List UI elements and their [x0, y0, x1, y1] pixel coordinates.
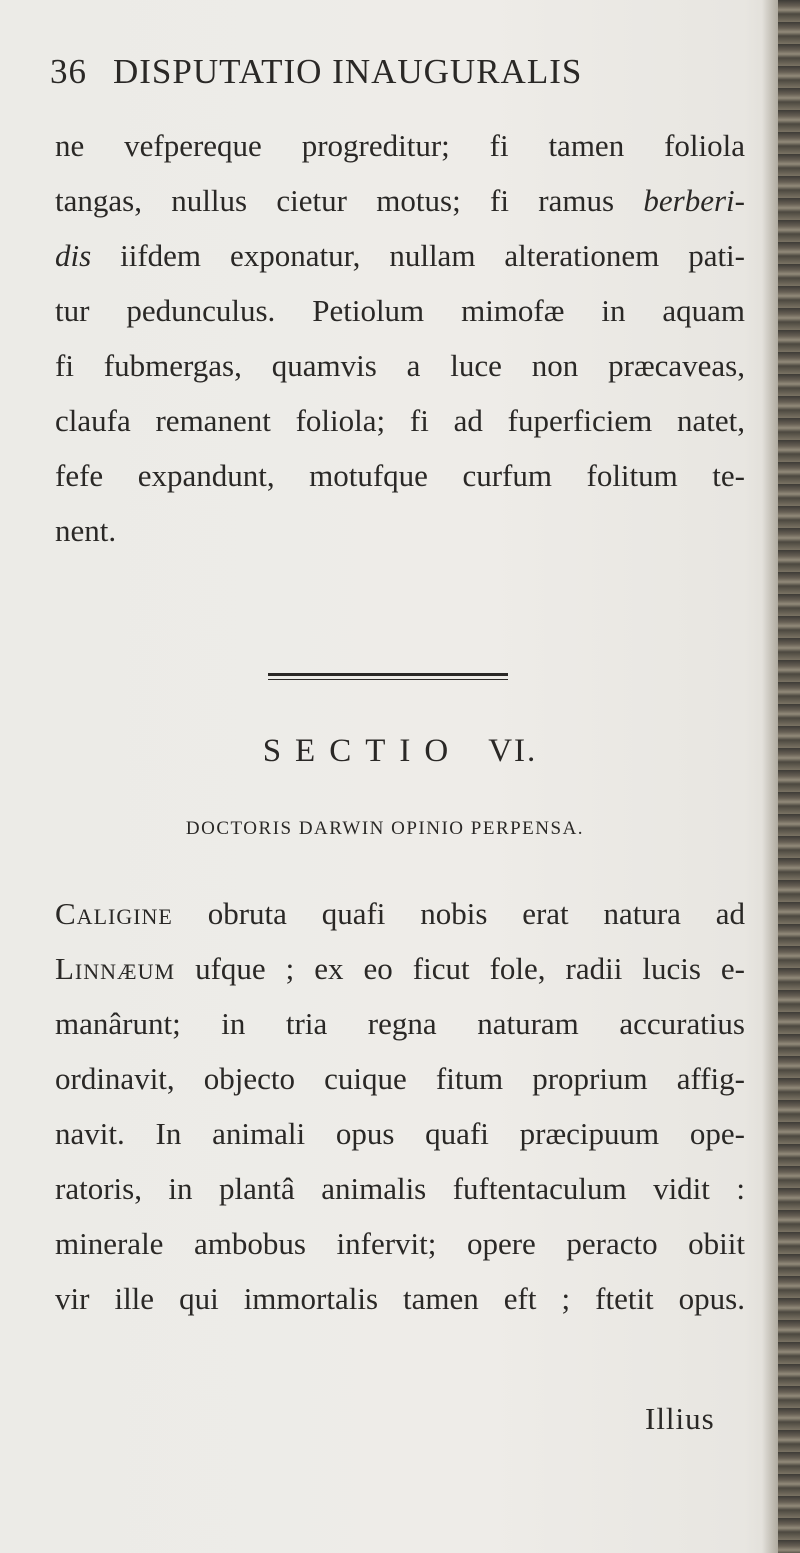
page-number: 36: [50, 52, 87, 91]
paragraph-2: [55, 894, 745, 1334]
page-edge-shadow: [762, 0, 778, 1553]
section-label: SECTIO: [262, 733, 463, 769]
catchword: Illius: [645, 1401, 715, 1436]
text-line: ordinavit, objecto cuique fitum proprium affig-: [55, 1061, 745, 1096]
text-line: dis iifdem exponatur, nullam alterationem pati-: [55, 238, 745, 273]
text-line: Linnæum ufque ; ex eo ficut fole, radii lucis e-: [55, 951, 745, 986]
page-header-title: DISPUTATIO INAUGURALIS: [113, 52, 583, 91]
text-line: tangas, nullus cietur motus; fi ramus berberi-: [55, 183, 745, 218]
paragraph-1: [55, 126, 745, 566]
text-line: fi fubmergas, quamvis a luce non præcaveas,: [55, 348, 745, 383]
text-line: navit. In animali opus quafi præcipuum ope-: [55, 1116, 745, 1151]
section-subtitle: DOCTORIS DARWIN OPINIO PERPENSA.: [185, 818, 585, 839]
text-line: claufa remanent foliola; fi ad fuperficiem natet,: [55, 403, 745, 438]
section-number: VI.: [488, 733, 538, 769]
running-head: [50, 52, 710, 92]
text-line: ratoris, in plantâ animalis fuftentaculum vidit :: [55, 1171, 745, 1206]
divider-thin: [268, 679, 508, 680]
divider-thick: [268, 673, 508, 676]
text-line: vir ille qui immortalis tamen eft ; ftetit opus.: [55, 1281, 745, 1316]
text-line: manârunt; in tria regna naturam accuratius: [55, 1006, 745, 1041]
text-line: Caligine obruta quafi nobis erat natura ad: [55, 896, 745, 931]
book-edge: [778, 0, 800, 1553]
section-heading: [0, 733, 800, 770]
section-divider: [0, 673, 800, 680]
text-line: minerale ambobus infervit; opere peracto obiit: [55, 1226, 745, 1261]
text-line: nent.: [55, 513, 117, 548]
text-line: ne vefpereque progreditur; fi tamen foliola: [55, 128, 745, 163]
text-line: tur pedunculus. Petiolum mimofæ in aquam: [55, 293, 745, 328]
text-line: fefe expandunt, motufque curfum folitum te-: [55, 458, 745, 493]
